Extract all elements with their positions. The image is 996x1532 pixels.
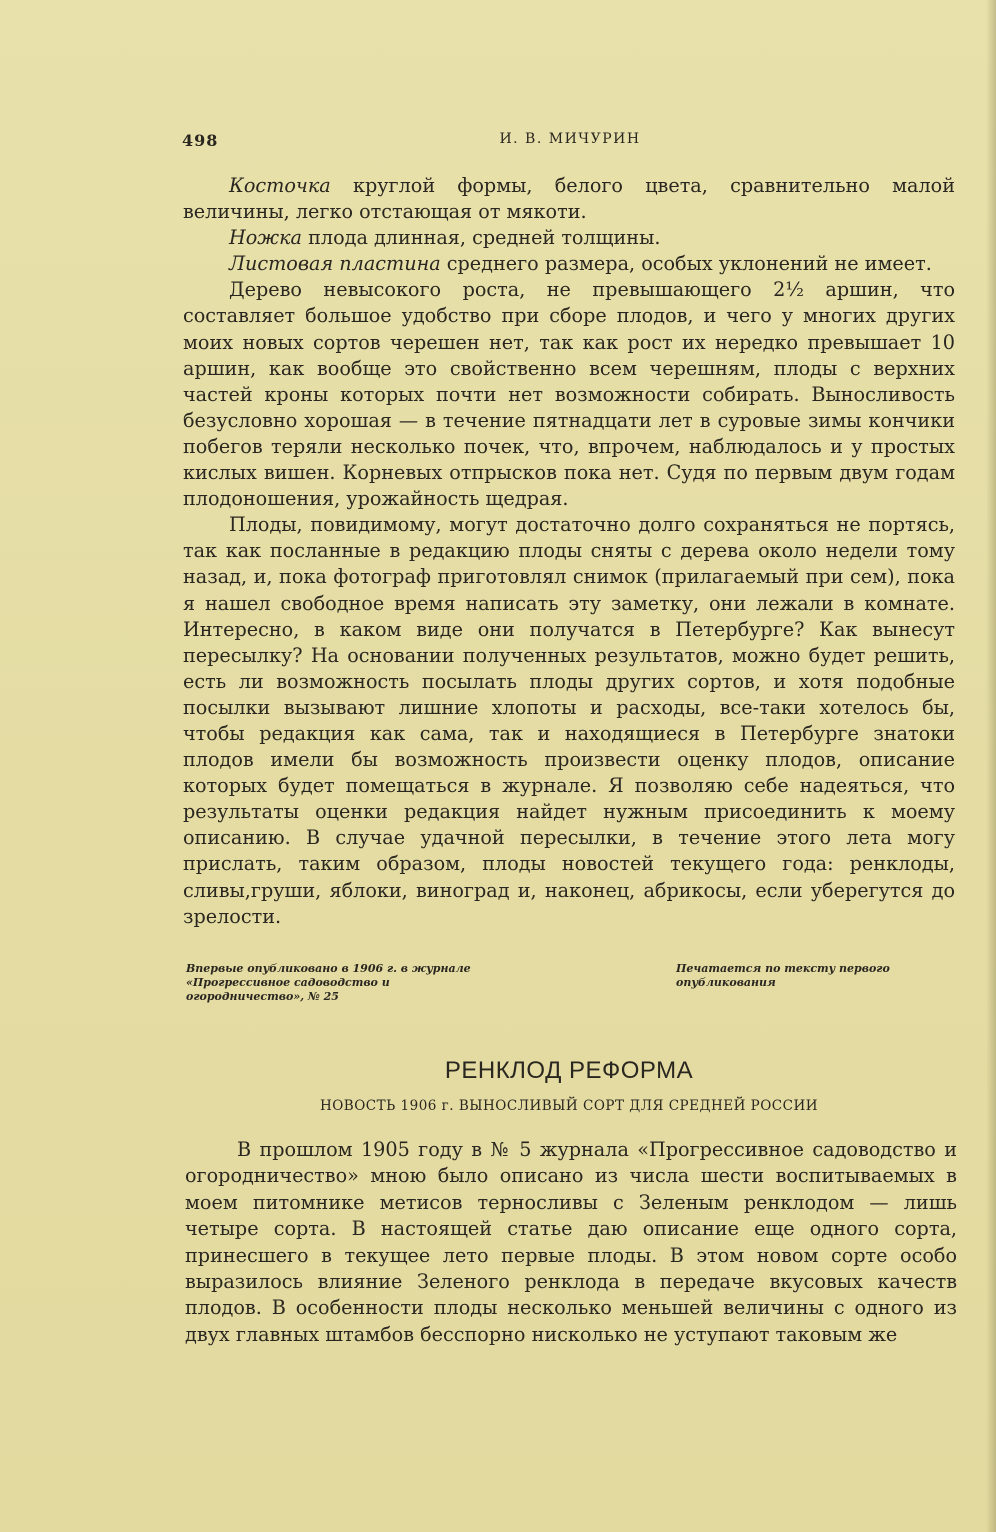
page-edge-shadow	[986, 0, 996, 1532]
page-number: 498	[182, 131, 219, 150]
stone-text: круглой формы, белого цвета, сравнительно малой величины, легко отстающая от мякоти.	[183, 174, 955, 224]
leaf-term: Листовая пластина	[229, 252, 441, 276]
leaf-paragraph	[183, 251, 955, 277]
publication-note: Впервые опубликовано в 1906 г. в журнале «Прогрессивное садоводство и огородничество», № 25	[186, 962, 471, 1003]
article-title: РЕНКЛОД РЕФОРМА	[444, 1057, 694, 1084]
tree-paragraph: Дерево невысокого роста, не превышающего 2½ аршин, что составляет большое удобство при сборе плодов, и чего у многих других моих новых сортов черешен нет, так как рост их нередко превышает 10 аршин, как вообще это свойственно всем черешням, плоды с верхних частей кроны которых почти нет возможности собирать. Выносливость безусловно хорошая — в течение пятнадцати лет в суровые зимы кончики побегов теряли несколько почек, что, впрочем, наблюдалось и у простых кислых вишен. Корневых отпрысков пока нет. Судя по первым двум годам плодоношения, урожайность щедрая.	[183, 278, 955, 511]
running-head	[182, 131, 958, 153]
description-text	[183, 173, 955, 930]
article-text	[185, 1137, 957, 1348]
article-subtitle: НОВОСТЬ 1906 г. ВЫНОСЛИВЫЙ СОРТ ДЛЯ СРЕДНЕЙ РОССИИ	[319, 1098, 819, 1114]
stone-term: Косточка	[229, 174, 331, 197]
stem-paragraph	[183, 225, 955, 251]
article-paragraph: В прошлом 1905 году в № 5 журнала «Прогрессивное садоводство и огородничество» мною было описано из числа шести воспитываемых в моем питомнике метисов терносливы с Зеленым ренклодом — лишь четыре сорта. В настоящей статье даю описание еще одного сорта, принесшего в текущее лето первые плоды. В этом новом сорте особо выразилось влияние Зеленого ренклода в передаче вкусовых качеств плодов. В особенности плоды несколько меньшей величины с одного из двух главных штамбов бесспорно нисколько не уступают таковым же	[185, 1138, 957, 1346]
stem-term: Ножка	[229, 226, 302, 250]
stem-text: плода длинная, средней толщины.	[302, 226, 661, 250]
stone-paragraph	[183, 173, 955, 225]
leaf-text: среднего размера, особых уклонений не имеет.	[440, 252, 932, 276]
source-note: Печатается по тексту первого опубликования	[676, 962, 890, 989]
fruits-paragraph: Плоды, повидимому, могут достаточно долго сохраняться не портясь, так как посланные в редакцию плоды сняты с дерева около недели тому назад, и, пока фотограф приготовлял снимок (прилагаемый при сем), пока я нашел свободное время написать эту заметку, они лежали в комнате. Интересно, в каком виде они получатся в Петербурге? Как вынесут пересылку? На основании полученных результатов, можно будет решить, есть ли возможность посылать плоды других сортов, и хотя подобные посылки вызывают лишние хлопоты и расходы, все-таки хотелось бы, чтобы редакция как сама, так и находящиеся в Петербурге знатоки плодов имели бы возможность произвести оценку плодов, описание которых будет помещаться в журнале. Я позволяю себе надеяться, что результаты оценки редакция найдет нужным присоединить к моему описанию. В случае удачной пересылки, в течение этого лета могу прислать, таким образом, плоды новостей текущего года: ренклоды, сливы,груши, яблоки, виноград и, наконец, абрикосы, если уберегутся до зрелости.	[183, 513, 955, 928]
running-head-author: И. В. МИЧУРИН	[499, 131, 641, 147]
